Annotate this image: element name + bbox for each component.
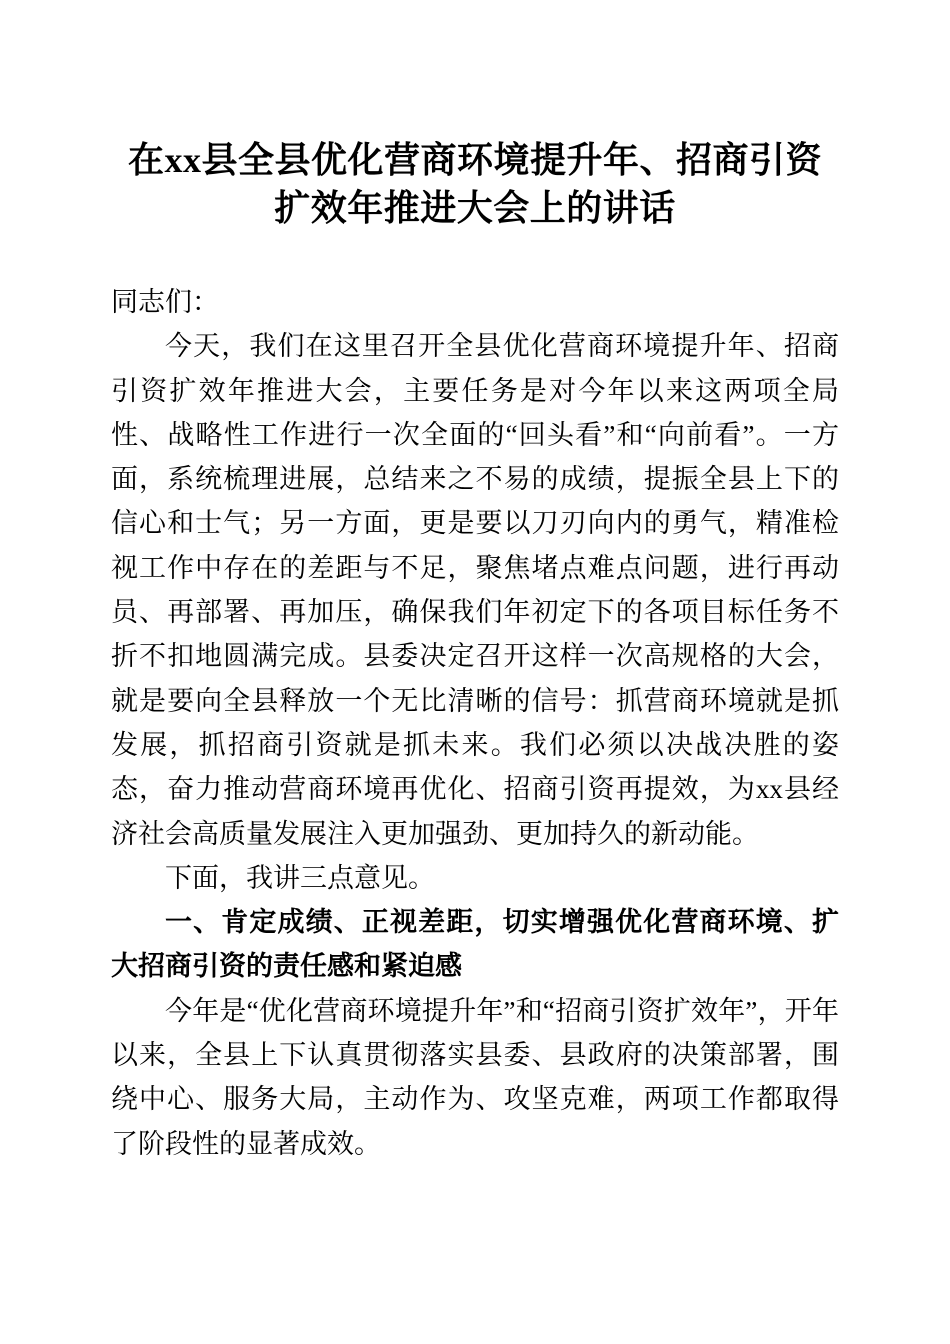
paragraph-opening: 今天，我们在这里召开全县优化营商环境提升年、招商引资扩效年推进大会，主要任务是对今年以来这两项全局性、战略性工作进行一次全面的“回头看”和“向前看”。一方面，系统梳理进展，总结来之不易的成绩，提振全县上下的信心和士气；另一方面，更是要以刀刃向内的勇气，精准检视工作中存在的差距与不足，聚焦堵点难点问题，进行再动员、再部署、再加压，确保我们年初定下的各项目标任务不折不扣地圆满完成。县委决定召开这样一次高规格的大会，就是要向全县释放一个无比清晰的信号：抓营商环境就是抓发展，抓招商引资就是抓未来。我们必须以决战决胜的姿态，奋力推动营商环境再优化、招商引资再提效，为xx县经济社会高质量发展注入更加强劲、更加持久的新动能。	[111, 331, 839, 849]
document-title	[111, 136, 839, 232]
document-body	[111, 280, 839, 1166]
paragraph-section1-body: 今年是“优化营商环境提升年”和“招商引资扩效年”，开年以来，全县上下认真贯彻落实县委、县政府的决策部署，围绕中心、服务大局，主动作为、攻坚克难，两项工作都取得了阶段性的显著成效。	[111, 995, 839, 1159]
document-title-line-2: 扩效年推进大会上的讲话	[274, 188, 676, 228]
paragraph-transition: 下面，我讲三点意见。	[165, 862, 435, 893]
section-heading-1: 一、肯定成绩、正视差距，切实增强优化营商环境、扩大招商引资的责任感和紧迫感	[111, 907, 839, 982]
salutation: 同志们：	[111, 287, 219, 317]
document-title-line-1: 在xx县全县优化营商环境提升年、招商引资	[127, 140, 822, 180]
